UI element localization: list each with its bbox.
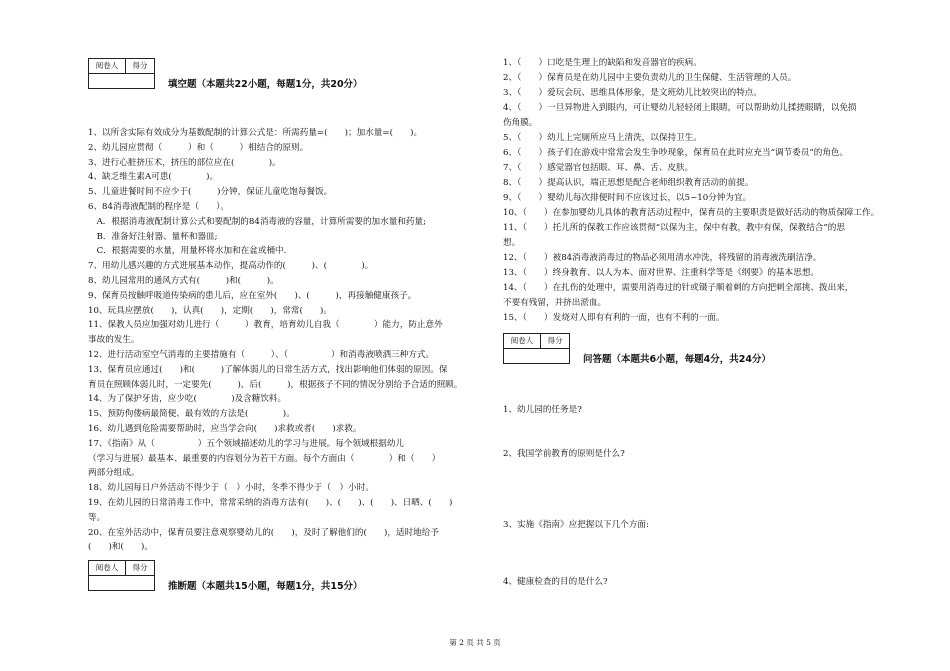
qa-question: 2、我国学前教育的原则是什么? <box>503 449 625 459</box>
question-line: 17、《指南》从（ ）五个领域描述幼儿的学习与进展。每个领域根据幼儿 <box>88 438 405 449</box>
question-line: 8、幼儿园常用的通风方式有( )和( )。 <box>88 276 279 286</box>
section-title-fill: 填空题（本题共22小题，每题1分，共20分） <box>168 79 363 90</box>
question-line: 9、保育员按触呼吸道传染病的患儿后，应在室外( )、( )，再接触健康孩子。 <box>88 290 417 301</box>
question-line: 7、用幼儿感兴趣的方式进展基本动作，提高动作的( )、( )。 <box>88 261 374 272</box>
question-line: 2、（ ）保育员是在幼儿园中主要负责幼儿的卫生保健、生活管理的人员。 <box>503 73 797 83</box>
score-box-qa <box>503 333 570 349</box>
score-label-grader: 阅卷人 <box>89 561 126 575</box>
question-line: 3、进行心脏挤压术，挤压的部位应在( )。 <box>88 157 281 168</box>
question-line: 育员在照顾体弱儿时，一定要先( )，后( )，根据孩子不同的情况分别给予合适的照顾。 <box>88 379 463 390</box>
question-line: A．根据消毒液配制计算公式和要配制的84消毒液的容量，计算所需要的加水量和药量; <box>88 216 427 227</box>
score-label-grader: 阅卷人 <box>89 59 126 73</box>
score-box-blank-row <box>503 349 570 364</box>
question-line: 10、玩具应摆放( )，认真( )，定期( )，常常( )。 <box>88 305 333 316</box>
question-line: 4、缺乏维生素A可患( )。 <box>88 172 219 183</box>
question-line: 事故的发生。 <box>88 335 140 346</box>
question-line: C．根据需要的水量，用量杯将水加和在盆或桶中. <box>88 246 287 257</box>
question-line: 不要有残留，并挤出淤血。 <box>503 298 607 308</box>
question-line: 13、保育员应通过( )和( )了解体弱儿的日常生活方式，找出影响他们体弱的原因。保 <box>88 364 448 375</box>
question-line: 14、为了保护牙齿，应少吃( )及含糖饮料。 <box>88 394 287 405</box>
question-line: 15、（ ）发烧对人即有有利的一面，也有不利的一面。 <box>503 313 725 323</box>
question-line: 15、预防佝偻病最简便、最有效的方法是( )。 <box>88 409 295 420</box>
section-title-judge: 推断题（本题共15小题，每题1分，共15分） <box>168 581 363 592</box>
question-line: 两部分组成。 <box>88 468 140 479</box>
question-line: 5、儿童进餐时间不应少于( )分钟，保证儿童吃饱每餐饭。 <box>88 187 333 198</box>
question-line: 3、（ ）爱玩会玩、思维具体形象，是文班幼儿比较突出的特点。 <box>503 88 762 98</box>
score-label-score: 得分 <box>547 336 563 345</box>
question-line: 4、（ ）一旦异物进入到眼内，可让婴幼儿轻轻闭上眼睛，可以帮助幼儿揉搓眼睛，以免损 <box>503 103 857 113</box>
question-line: 12、进行活动室空气消毒的主要措施有（ ）、（ ）和消毒液喷洒三种方式。 <box>88 350 435 360</box>
score-box-judge <box>88 560 155 576</box>
question-line: （学习与进展）最基本、最重要的内容划分为若干方面。每个方面由（ ）和（ ） <box>88 453 441 464</box>
question-line: 11、保教人员应加强对幼儿进行（ ）教育，培育幼儿自我（ ）能力，防止意外 <box>88 320 443 331</box>
question-line: 6、（ ）孩子们在游戏中常常会发生争吵现象，保育员在此时应充当“调节委员”的角色。 <box>503 148 849 158</box>
question-line: 等。 <box>88 512 106 523</box>
question-line: 12、（ ）被84消毒液消毒过的物品必须用清水冲洗，将残留的消毒液洗刷洁净。 <box>503 253 822 263</box>
question-line: 5、（ ）幼儿上完厕所应马上清洗，以保持卫生。 <box>503 133 702 143</box>
section-title-qa: 问答题（本题共6小题，每题4分，共24分） <box>583 354 771 365</box>
question-line: 伤角膜。 <box>503 118 538 128</box>
question-line: ( )和( )。 <box>88 542 153 553</box>
question-line: 19、在幼儿园的日常消毒工作中，常常采纳的消毒方法有( )、( )、( )、日晒、( ) <box>88 498 453 508</box>
score-label-grader: 阅卷人 <box>504 334 541 348</box>
question-line: 16、幼儿遇到危险需要帮助时，应当学会向( )求救或者( )求救。 <box>88 424 362 434</box>
question-line: 18、幼儿园每日户外活动不得少于（ ）小时，冬季不得少于（ ）小时。 <box>88 483 374 494</box>
question-line: 20、在室外活动中，保育员要注意观察婴幼儿的( )，及时了解他们的( )，适时地给予 <box>88 527 439 538</box>
score-box-blank-row <box>88 74 155 89</box>
question-line: 1、（ ）口吃是生理上的缺陷和发音器官的疾病。 <box>503 58 702 68</box>
question-line: 7、（ ）感觉器官包括眼、耳、鼻、舌、皮肤。 <box>503 163 694 173</box>
qa-question: 4、健康检查的目的是什么? <box>503 577 608 587</box>
score-box-fill <box>88 58 155 74</box>
page-number: 第 2 页 共 5 页 <box>449 638 501 647</box>
qa-question: 1、幼儿园的任务是? <box>503 405 582 415</box>
score-box-blank-row <box>88 576 155 591</box>
question-line: 9、（ ）婴幼儿每次排便时间不应该过长，以5~10分钟为宜。 <box>503 193 752 203</box>
score-label-score: 得分 <box>132 61 148 70</box>
question-line: 2、幼儿园应贯彻（ ）和（ ）相结合的原则。 <box>88 142 309 153</box>
question-line: 6、84消毒液配制的程序是（ ）。 <box>88 202 230 212</box>
question-line: 13、（ ）终身教育、以人为本、面对世界、注重科学等是《纲要》的基本思想。 <box>503 268 820 278</box>
question-line: 11、（ ）托儿所的保教工作应该贯彻“以保为主，保中有教，教中有保，保教结合”的思 <box>503 223 845 233</box>
score-label-score: 得分 <box>132 563 148 572</box>
question-line: B．准备好注射器、量杯和器皿; <box>88 231 218 242</box>
question-line: 8、（ ）提高认识，端正思想是配合老师组织教育活动的前提。 <box>503 178 754 188</box>
question-line: 10、（ ）在参加婴幼儿具体的教育活动过程中，保育员的主要职责是做好活动的物质保障工作。 <box>503 208 880 218</box>
qa-question: 3、实施《指南》应把握以下几个方面: <box>503 520 649 530</box>
question-line: 1、以所含实际有效成分为基数配制的计算公式是：所需药量=( )；加水量=( )。 <box>88 128 423 138</box>
question-line: 想。 <box>503 238 521 248</box>
question-line: 14、（ ）在扎伤的处理中，需要用消毒过的针或镊子顺着刺的方向把刺全部挑、拨出来， <box>503 283 854 293</box>
